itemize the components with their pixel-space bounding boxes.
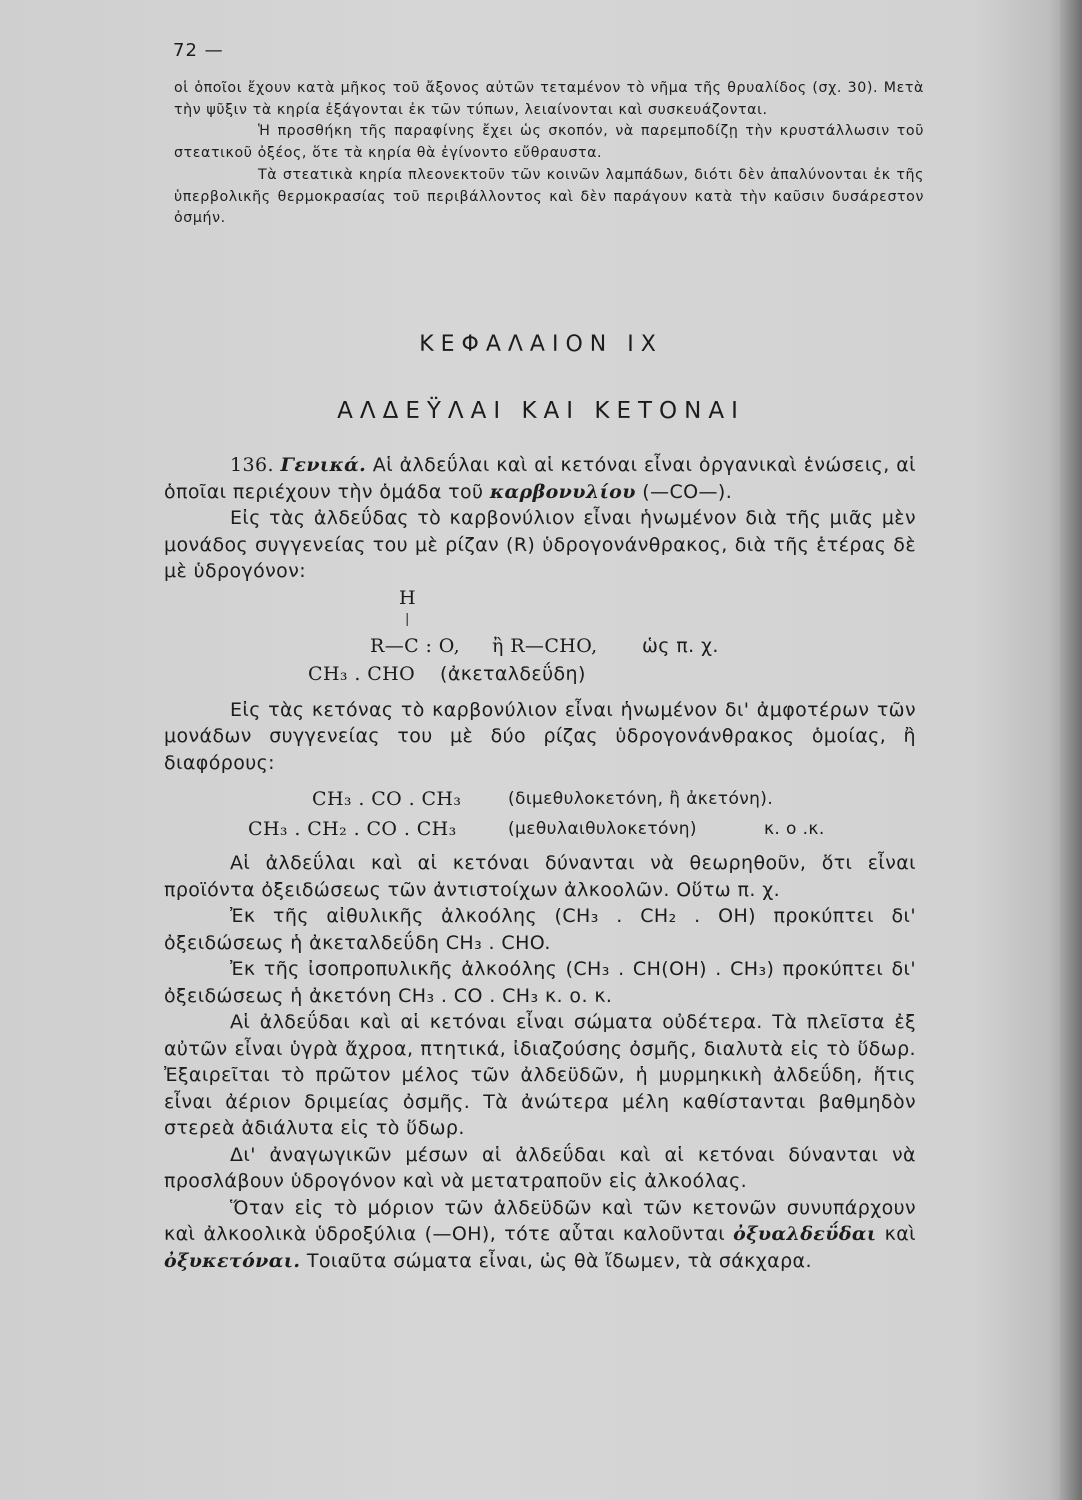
paragraph-reduction: Δι' ἀναγωγικῶν μέσων αἱ ἀλδεΰδαι καὶ αἱ κετόναι δύνανται νὰ προσλάβουν ὑδρογόνον καὶ νὰ μετατραποῦν εἰς ἀλκοόλας.: [164, 1143, 916, 1192]
chapter-subtitle: ΑΛΔΕΫΛΑΙ ΚΑΙ ΚΕΤΟΝΑΙ: [337, 398, 745, 424]
page-number: 72 —: [173, 40, 224, 61]
formula-example-name: (ἀκεταλδεΰδη): [440, 662, 586, 685]
paragraph-oxidation: Αἱ ἀλδεΰλαι καὶ αἱ κετόναι δύνανται νὰ θεωρηθοῦν, ὅτι εἶναι προϊόντα ὀξειδώσεως τῶν ἀντιστοίχων ἀλκοολῶν. Οὕτω π. χ.: [164, 852, 916, 901]
last-para-text: Ὅταν εἰς τὸ μόριον τῶν ἀλδεϋδῶν καὶ τῶν κετονῶν συνυπάρχουν καὶ ἀλκοολικὰ ὑδροξύλια (—OH), τότε αὗται καλοῦνται: [164, 1196, 916, 1245]
ketones-paragraph: Εἰς τὰς κετόνας τὸ καρβονύλιον εἶναι ἡνωμένον δι' ἀμφοτέρων τῶν μονάδων συγγενείας του μὲ δύο ρίζας ὑδρογονάνθρακος ὁμοίας, ἢ διαφόρους:: [164, 698, 916, 774]
section-p1-text: Αἱ ἀλδεΰλαι καὶ αἱ κετόναι εἶναι ὀργανικαὶ ἑνώσεις, αἱ ὁποῖαι περιέχουν τὴν ὁμάδα τοῦ: [164, 454, 916, 503]
formula-hydrogen: H: [399, 586, 416, 609]
section-paragraph-2: Εἰς τὰς ἀλδεΰδας τὸ καρβονύλιον εἶναι ἡνωμένον διὰ τῆς μιᾶς μὲν μονάδος συγγενείας του μὲ ρίζαν (R) ὑδρογονάνθρακος, διὰ τῆς ἑτέρας δὲ μὲ ὑδρογόνον:: [164, 507, 916, 582]
main-text: [164, 452, 916, 1274]
intro-paragraph-1: οἱ ὁποῖοι ἔχουν κατὰ μῆκος τοῦ ἄξονος αὐτῶν τεταμένον τὸ νῆμα τῆς θρυαλίδος (σχ. 30). Μετὰ τὴν ψῦξιν τὰ κηρία ἐξάγονται ἐκ τῶν τύπων, λειαίνονται καὶ συσκευάζονται.: [174, 80, 924, 118]
intro-paragraph-3: Τὰ στεατικὰ κηρία πλεονεκτοῦν τῶν κοινῶν λαμπάδων, διότι δὲν ἀπαλύνονται ἐκ τῆς ὑπερβολικῆς θερμοκρασίας τοῦ περιβάλλοντος καὶ δὲν παράγουν κατὰ τὴν καῦσιν δυσάρεστον ὀσμήν.: [174, 166, 924, 227]
paragraph-isopropanol: Ἐκ τῆς ἰσοπροπυλικῆς ἀλκοόλης (CH₃ . CH(OH) . CH₃) προκύπτει δι' ὀξειδώσεως ἡ ἀκετόνη CH₃ . CO . CH₃ κ. ο. κ.: [164, 958, 916, 1007]
formula-structure: R—C : O,: [370, 634, 461, 657]
ketone-formula-1: CH₃ . CO . CH₃: [312, 788, 462, 810]
section-p1-end: (—CO—).: [635, 480, 733, 503]
paragraph-ethanol: Ἐκ τῆς αἰθυλικῆς ἀλκοόλης (CH₃ . CH₂ . OH) προκύπτει δι' ὀξειδώσεως ἡ ἀκεταλδεΰδη CH₃ . CHO.: [164, 905, 916, 954]
section-p1-term: καρβονυλίου: [489, 480, 636, 503]
formula-bond: |: [405, 611, 410, 627]
aldehyde-formula: [164, 585, 916, 689]
page-edge-shadow: [1060, 0, 1082, 1500]
ketone-name-1: (διμεθυλοκετόνη, ἢ ἀκετόνη).: [508, 789, 774, 809]
ketone-formula-2: CH₃ . CH₂ . CO . CH₃: [248, 818, 457, 840]
last-para-end: Τοιαῦτα σώματα εἶναι, ὡς θὰ ἴδωμεν, τὰ σάκχαρα.: [300, 1249, 812, 1272]
formula-example: CH₃ . CHO: [308, 662, 416, 685]
paragraph-properties: Αἱ ἀλδεΰδαι καὶ αἱ κετόναι εἶναι σώματα οὐδέτερα. Τὰ πλεῖστα ἐξ αὐτῶν εἶναι ὑγρὰ ἄχροα, πτητικά, ἰδιαζούσης ὀσμῆς, διαλυτὰ εἰς τὸ ὕδωρ. Ἐξαιρεῖται τὸ πρῶτον μέλος τῶν ἀλδεϋδῶν, ἡ μυρμηκικὴ ἀλδεΰδη, ἥτις εἶναι ἀέριον δριμείας ὀσμῆς. Τὰ ἀνώτερα μέλη καθίστανται βαθμηδὸν στερεὰ ἀδιάλυτα εἰς τὸ ὕδωρ.: [164, 1011, 916, 1139]
last-para-mid: καὶ: [876, 1223, 916, 1245]
last-para-term-1: ὀξυαλδεΰδαι: [733, 1223, 877, 1245]
section-title: Γενικά.: [280, 454, 367, 476]
formula-eg: ὡς π. χ.: [642, 634, 719, 657]
formula-alt: ἢ R—CHO,: [492, 634, 598, 657]
section-number: 136.: [230, 454, 274, 476]
ketone-examples: [164, 782, 916, 846]
intro-paragraph-2: Ἡ προσθήκη τῆς παραφίνης ἔχει ὡς σκοπόν, νὰ παρεμποδίζῃ τὴν κρυστάλλωσιν τοῦ στεατικοῦ ὀξέος, ὅτε τὰ κηρία θὰ ἐγίνοντο εὔθραυστα.: [174, 123, 924, 162]
ketone-name-2: (μεθυλαιθυλοκετόνη): [508, 819, 697, 839]
last-para-term-2: ὀξυκετόναι.: [164, 1249, 301, 1272]
chapter-heading: ΚΕΦΑΛΑΙΟΝ IX: [419, 332, 663, 357]
intro-text: [174, 78, 924, 230]
section-paragraph-1: [164, 452, 916, 505]
ketone-suffix: κ. ο .κ.: [764, 819, 825, 839]
paragraph-hydroxy: [164, 1195, 916, 1275]
